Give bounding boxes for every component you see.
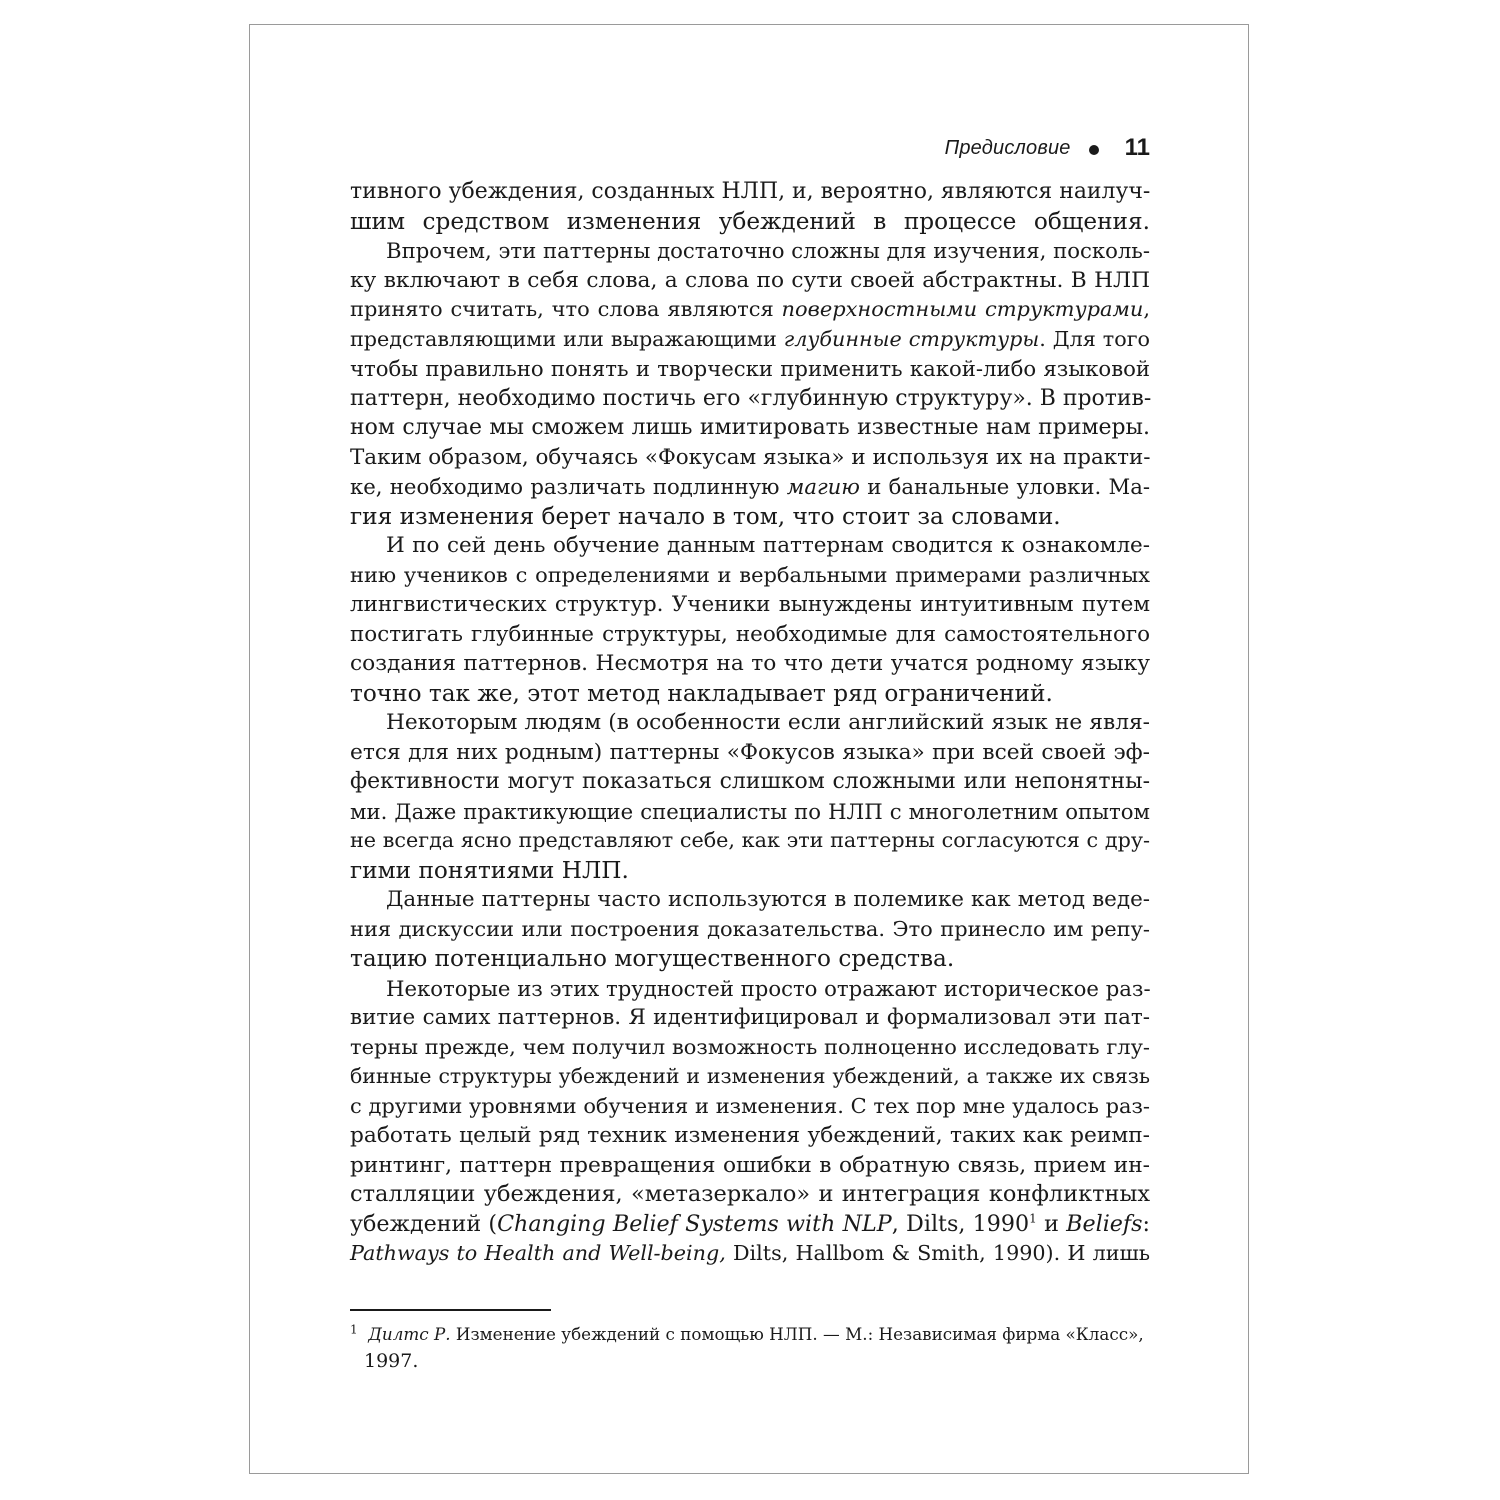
text-run: принято считать, что слова являются: [350, 297, 782, 321]
text-line: [350, 531, 1150, 561]
text-run: бинные структуры убеждений и изменения убеждений, а также их связь: [350, 1064, 1150, 1088]
text-run: терны прежде, чем получил возможность полноценно исследовать глу-: [350, 1034, 1150, 1059]
text-run: Данные паттерны часто используются в полемике как метод веде-: [386, 887, 1150, 912]
text-run: ринтинг, паттерн превращения ошибки в обратную связь, прием ин-: [350, 1152, 1150, 1178]
text-line: [350, 236, 1150, 266]
paragraph: [350, 177, 1150, 236]
text-run: создания паттернов. Несмотря на то что дети учатся родному языку: [350, 651, 1150, 676]
text-run: паттерн, необходимо постичь его «глубинную структуру». В против-: [350, 385, 1152, 411]
text-line: [350, 1033, 1150, 1063]
text-line: [350, 1151, 1150, 1181]
text-run: , Dilts, 1990: [891, 1210, 1030, 1237]
text-run: Впрочем, эти паттерны достаточно сложны для изучения, посколь-: [386, 238, 1150, 263]
text-run: гими понятиями НЛП.: [350, 856, 629, 884]
footnote-author: Дилтс Р.: [368, 1324, 451, 1344]
running-title: Предисловие: [944, 136, 1071, 159]
footnote-reference: 1: [1029, 1211, 1037, 1226]
footnote-line: 1997.: [364, 1350, 419, 1372]
text-line: [350, 1092, 1150, 1122]
text-run: работать целый ряд техник изменения убеждений, таких как реимп-: [350, 1123, 1150, 1148]
footnote-rule: [350, 1309, 551, 1311]
text-line: [350, 1180, 1150, 1210]
text-line: [350, 797, 1150, 827]
text-run: убеждений (: [350, 1210, 498, 1237]
text-run: ми. Даже практикующие специалисты по НЛП с многолетним опытом: [350, 798, 1150, 824]
text-run: тивного убеждения, созданных НЛП, и, вероятно, являются наилуч-: [350, 179, 1151, 204]
text-run: Таким образом, обучаясь «Фокусам языка» и используя их на практи-: [350, 444, 1151, 470]
paragraph: [350, 708, 1150, 885]
text-line: [350, 738, 1150, 768]
text-run: Dilts, Hallbom & Smith, 1990). И лишь: [725, 1241, 1150, 1265]
text-run: и банальные уловки. Ма-: [859, 474, 1151, 499]
text-line: [350, 354, 1150, 384]
text-run: Некоторые из этих трудностей просто отражают историческое раз-: [386, 975, 1151, 1001]
text-run: с другими уровнями обучения и изменения. С тех пор мне удалось раз-: [350, 1093, 1150, 1118]
text-line: [350, 856, 1150, 886]
text-line: [350, 826, 1150, 856]
text-line: [350, 295, 1150, 325]
body-text: [350, 177, 1150, 1269]
paragraph: [350, 236, 1150, 531]
text-run: шим средством изменения убеждений в процессе общения.: [350, 207, 1150, 235]
bullet-dot-icon: [1089, 145, 1099, 155]
text-run: лингвистических структур. Ученики вынуждены интуитивным путем: [350, 592, 1150, 617]
italic-run: магию: [786, 474, 860, 499]
text-run: :: [1142, 1210, 1150, 1237]
text-line: [350, 561, 1150, 591]
page-header: [350, 130, 1150, 166]
text-line: [350, 1210, 1150, 1240]
text-line: [350, 1062, 1150, 1092]
italic-run: поверхностными структурами: [781, 297, 1144, 321]
text-line: [350, 974, 1150, 1004]
footnote-text: Изменение убеждений с помощью НЛП. — М.: Независимая фирма «Класс»,: [450, 1324, 1144, 1344]
text-run: нию учеников с определениями и вербальными примерами различных: [350, 562, 1150, 587]
text-line: [350, 413, 1150, 443]
text-line: [350, 325, 1150, 355]
text-line: [350, 590, 1150, 620]
text-line: [350, 1239, 1150, 1269]
text-line: [350, 679, 1150, 709]
text-run: Некоторым людям (в особенности если английский язык не явля-: [386, 710, 1150, 735]
paragraph: [350, 974, 1150, 1269]
italic-run: Changing Belief Systems with NLP: [497, 1210, 892, 1237]
text-line: [350, 207, 1150, 237]
text-run: гия изменения берет начало в том, что стоит за словами.: [350, 502, 1061, 530]
text-line: [350, 1121, 1150, 1151]
text-run: ния дискуссии или построения доказательства. Это принесло им репу-: [350, 916, 1150, 941]
text-run: точно так же, этот метод накладывает ряд ограничений.: [350, 679, 1053, 707]
text-run: ке, необходимо различать подлинную: [350, 474, 787, 499]
text-run: сталляции убеждения, «метазеркало» и интеграция конфликтных: [350, 1181, 1150, 1207]
text-line: [350, 885, 1150, 915]
page-number: 11: [1124, 134, 1150, 161]
text-line: [350, 767, 1150, 797]
text-run: ку включают в себя слова, а слова по сути своей абстрактны. В НЛП: [350, 267, 1150, 293]
italic-run: Beliefs: [1066, 1210, 1143, 1237]
text-run: тацию потенциально могущественного средства.: [350, 945, 955, 972]
text-run: не всегда ясно представляют себе, как эти паттерны согласуются с дру-: [350, 828, 1150, 852]
text-run: представляющими или выражающими: [350, 326, 784, 351]
text-line: [350, 502, 1150, 532]
text-run: постигать глубинные структуры, необходимые для самостоятельного: [350, 621, 1150, 647]
text-line: [350, 177, 1150, 207]
text-line: [350, 266, 1150, 296]
footnote-marker: 1: [350, 1322, 358, 1337]
text-line: [350, 708, 1150, 738]
paragraph: [350, 885, 1150, 974]
italic-run: Pathways to Health and Well-being,: [350, 1241, 726, 1265]
paragraph: [350, 531, 1150, 708]
italic-run: глубинные структуры: [783, 326, 1040, 351]
footnote: [350, 1321, 1150, 1375]
text-line: [350, 1003, 1150, 1033]
footnote-line: [350, 1321, 1150, 1348]
text-run: . Для того: [1039, 326, 1151, 351]
text-run: фективности могут показаться слишком сложными или непонятны-: [350, 769, 1150, 794]
text-line: [350, 944, 1150, 974]
text-run: ном случае мы сможем лишь имитировать известные нам примеры.: [350, 415, 1150, 440]
text-run: И по сей день обучение данным паттернам сводится к ознакомле-: [386, 533, 1150, 558]
text-line: [350, 649, 1150, 679]
text-run: и: [1036, 1210, 1067, 1237]
text-run: чтобы правильно понять и творчески применить какой-либо языковой: [350, 356, 1150, 381]
text-line: [350, 443, 1150, 473]
text-run: витие самих паттернов. Я идентифицировал и формализовал эти пат-: [350, 1005, 1150, 1030]
text-run: ется для них родным) паттерны «Фокусов языка» при всей своей эф-: [350, 739, 1150, 765]
text-run: ,: [1143, 297, 1150, 321]
text-line: [350, 915, 1150, 945]
text-line: [350, 472, 1150, 502]
text-line: [350, 384, 1150, 414]
text-line: [350, 620, 1150, 650]
